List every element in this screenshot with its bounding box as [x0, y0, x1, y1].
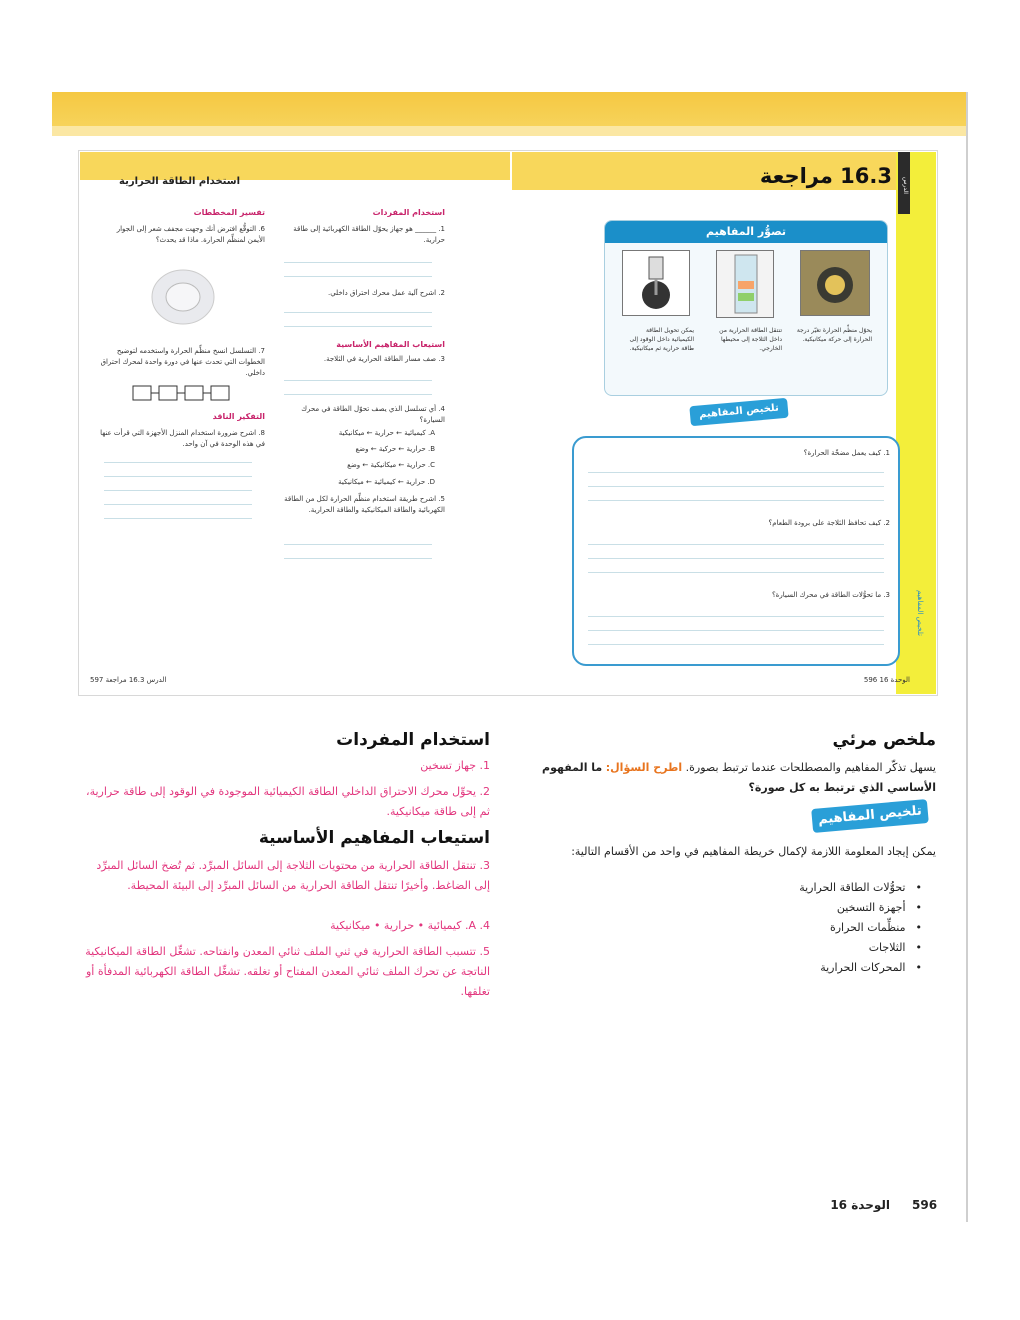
caption-engine: يمكن تحويل الطاقة الكيميائية داخل الوقود إلى طاقة حرارية ثم ميكانيكية.	[629, 327, 694, 352]
concept-visual-heading: تصوُّر المفاهيم	[605, 221, 887, 243]
answer-line	[284, 312, 432, 313]
caption-thermostat: يحوّل منظِّم الحرارة تغيّر درجة الحرارة إلى حركة ميكانيكية.	[796, 327, 872, 343]
q6-thumb: 6. التوقُّع افترض أنك وجهت مجفف شعر إلى الجوار الأيمن لمنظِّم الحرارة. ماذا قد يحدث؟	[116, 225, 265, 244]
caption-fridge: تنتقل الطاقة الحرارية من داخل الثلاجة إلى محيطها الخارجي.	[719, 327, 782, 352]
refrigerator-image	[716, 250, 774, 318]
answer-line	[588, 472, 884, 473]
concept-answer-4: 4. A. كيميائية • حرارية • ميكانيكية	[330, 919, 490, 932]
q2-thumb: 2. اشرح آلية عمل محرك احتراق داخلي.	[328, 289, 445, 297]
answer-line	[588, 644, 884, 645]
side-label-summary: تلخيص المفاهيم	[916, 590, 924, 636]
vocab-answer-2: 2. يحوِّل محرك الاحتراق الداخلي الطاقة الكيميائية الموجودة في الوقود إلى طاقة حرارية، ثم إلى طاقة ميكانيكية.	[86, 785, 490, 818]
answer-line	[588, 544, 884, 545]
ask-question-label: اطرح السؤال:	[605, 761, 683, 774]
answer-line	[284, 544, 432, 545]
concepts-head-thumb: استيعاب المفاهيم الأساسية	[336, 340, 445, 349]
summary-badge-thumb: تلخيص المفاهيم	[689, 398, 788, 426]
left-page-footer: 597 الدرس 16.3 مراجعة	[90, 676, 167, 684]
q1-thumb: 1. ______ هو جهاز يحوّل الطاقة الكهربائية إلى طاقة حرارية.	[293, 225, 445, 244]
concept-summary-intro: يمكن إيجاد المعلومة اللازمة لإكمال خريطة المفاهيم في واحد من الأقسام التالية:	[571, 845, 936, 858]
key-concepts-heading: استيعاب المفاهيم الأساسية	[258, 828, 490, 848]
answer-line	[284, 558, 432, 559]
concept-answer-3: 3. تنتقل الطاقة الحرارية من محتويات الثلاجة إلى السائل المبرِّد. ثم تُضخ السائل المبرِّد إلى الضاغط. وأخيرًا تنتقل الطاقة الحرارية من السائل المبرِّد إلى البيئة المحيطة.	[96, 859, 490, 892]
concept-answer-5: 5. تتسبب الطاقة الحرارية في ثني الملف ثنائي المعدن وانفتاحه. تشغِّل الطاقة الميكانيكية الناتجة عن تحرك الملف ثنائي المعدن المفتاح أو تغلقه. تشغِّل الطاقة الكهربائية المدفأة أو تغلقها.	[85, 945, 490, 998]
left-page-title: استخدام الطاقة الحرارية	[119, 176, 240, 187]
q4-opt-a: A. كيميائية ← حرارية ← ميكانيكية	[338, 429, 435, 437]
page-right-rule	[966, 92, 968, 1222]
summary-q2: 2. كيف تحافظ الثلاجة على برودة الطعام؟	[768, 519, 890, 527]
answer-line	[104, 462, 252, 463]
page-number: 596	[912, 1198, 938, 1212]
visual-summary-text	[540, 758, 936, 798]
critical-head-thumb: التفكير الناقد	[212, 412, 265, 421]
answer-line	[588, 486, 884, 487]
list-item: • المحركات الحرارية	[700, 958, 922, 978]
answer-line	[284, 276, 432, 277]
answer-line	[588, 616, 884, 617]
top-banner	[52, 92, 968, 126]
visual-summary-heading: ملخص مرئي	[832, 730, 936, 750]
answer-line	[104, 476, 252, 477]
q4-opt-b: B. حرارية ← حركية ← وضع	[355, 445, 435, 453]
q8-thumb: 8. اشرح ضرورة استخدام المنزل الأجهزة التي قرأت عنها في هذه الوحدة في آن واحد.	[100, 429, 265, 448]
vocab-use-heading: استخدام المفردات	[336, 730, 490, 750]
right-page-footer: الوحدة 16 596	[863, 676, 910, 684]
answer-line	[588, 558, 884, 559]
answer-line	[588, 630, 884, 631]
thermostat-image	[150, 268, 216, 326]
vocab-answer-1: 1. جهاز تسخين	[420, 759, 490, 772]
top-banner-lower	[52, 126, 968, 136]
visual-summary-body-after: ما المفهوم الأساسي الذي ترتبط به كل صورة؟	[542, 761, 936, 794]
list-item: • منظِّمات الحرارة	[700, 918, 922, 938]
concept-summary-badge: تلخيص المفاهيم	[811, 799, 929, 833]
list-item: • الثلاجات	[700, 938, 922, 958]
concept-summary-box	[572, 436, 900, 666]
answer-line	[284, 380, 432, 381]
summary-q3: 3. ما تحوُّلات الطاقة في محرك السيارة؟	[771, 591, 890, 599]
answer-line	[284, 326, 432, 327]
q4-opt-d: D. حرارية ← كيميائية ← ميكانيكية	[338, 478, 435, 486]
q5-thumb: 5. اشرح طريقة استخدام منظِّم الحرارة لكل من الطاقة الكهربائية والطاقة الميكانيكية والطاقة الحرارية.	[284, 495, 445, 514]
list-item: • تحوُّلات الطاقة الحرارية	[700, 878, 922, 898]
unit-label: الوحدة 16	[830, 1198, 890, 1212]
side-tab-label: الدرس	[902, 176, 909, 194]
q4-thumb: 4. أي تسلسل الذي يصف تحوّل الطاقة في محرك السيارة؟	[301, 405, 445, 424]
engine-piston-image	[622, 250, 690, 316]
vocab-head-thumb: استخدام المفردات	[372, 208, 445, 217]
answer-line	[284, 394, 432, 395]
list-item: • أجهزة التسخين	[700, 898, 922, 918]
answer-line	[588, 500, 884, 501]
q3-thumb: 3. صف مسار الطاقة الحرارية في الثلاجة.	[323, 355, 445, 363]
visual-summary-body-before: يسهل تذكّر المفاهيم والمصطلحات عندما ترتبط بصورة.	[685, 761, 936, 774]
thermostat-coil-image	[800, 250, 870, 316]
q4-opt-c: C. حرارية ← ميكانيكية ← وضع	[347, 461, 435, 469]
answer-line	[104, 518, 252, 519]
answer-line	[104, 490, 252, 491]
summary-q1: 1. كيف يعمل مضخّة الحرارة؟	[803, 449, 890, 457]
concept-summary-list	[700, 878, 922, 978]
q7-thumb: 7. التسلسل انسخ منظِّم الحرارة واستخدمه لتوضيح الخطوات التي تحدث عنها في دورة واحدة لمحرك احتراق داخلي.	[100, 347, 265, 377]
sequence-chain-diagram	[132, 384, 230, 402]
diagram-head-thumb: تفسير المخططات	[193, 208, 265, 217]
answer-line	[104, 504, 252, 505]
answer-line	[284, 262, 432, 263]
review-title: 16.3 مراجعة	[759, 164, 892, 188]
answer-line	[588, 572, 884, 573]
